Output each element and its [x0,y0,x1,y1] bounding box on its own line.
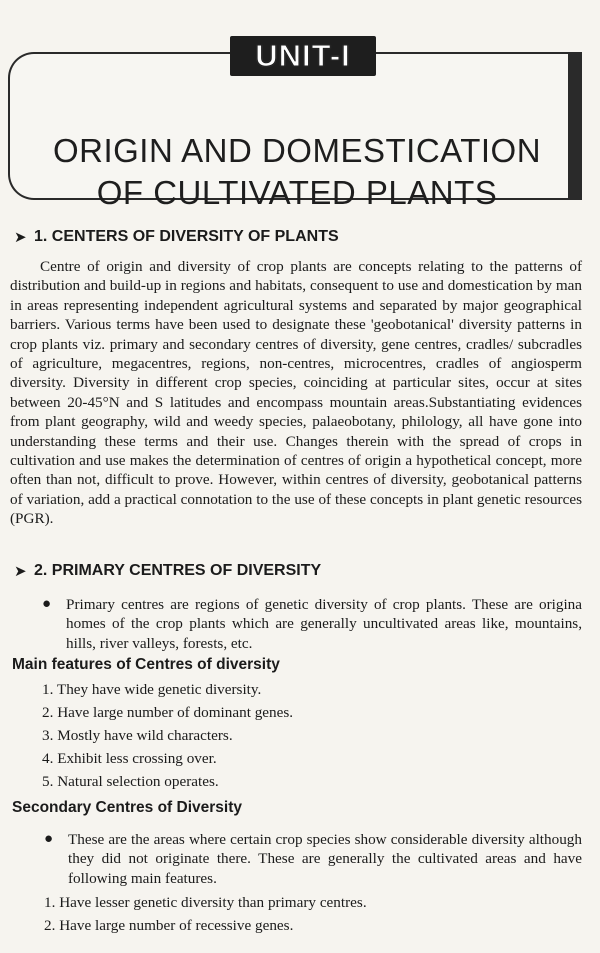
main-features-list [42,678,293,793]
secondary-heading: Secondary Centres of Diversity [12,799,243,816]
arrow-bullet-icon: ➤ [14,229,27,246]
secondary-bullet [46,830,582,888]
list-item: 3. Mostly have wild characters. [42,727,233,744]
bullet-dot-icon: ● [44,831,54,847]
list-item: 4. Exhibit less crossing over. [42,750,217,767]
secondary-bullet-text: These are the areas where certain crop species show considerable diversity although they did not originate there. These are generally the cultivated areas and have following main features. [68,831,582,887]
main-features-heading: Main features of Centres of diversity [12,656,280,673]
chapter-title-line2: OF CULTIVATED PLANTS [96,174,498,211]
section1-heading-text: 1. CENTERS OF DIVERSITY OF PLANTS [34,228,339,245]
unit-label: UNIT-I [255,38,351,73]
section2-heading-text: 2. PRIMARY CENTRES OF DIVERSITY [34,562,322,579]
chapter-title-line1: ORIGIN AND DOMESTICATION [52,132,542,169]
list-item: 1. Have lesser genetic diversity than primary centres. [44,894,367,911]
section2-bullet-text: Primary centres are regions of genetic diversity of crop plants. These are origina homes of the crop plants which are generally uncultivated areas like, mountains, hills, river valleys, forests, etc. [66,596,582,652]
secondary-list [44,891,367,937]
list-item: 2. Have large number of recessive genes. [44,917,294,934]
list-item: 2. Have large number of dominant genes. [42,704,294,721]
section2-bullet [44,595,582,653]
list-item: 5. Natural selection operates. [42,773,219,790]
list-item: 1. They have wide genetic diversity. [42,681,262,698]
chapter-title [10,130,584,214]
section1-heading [14,228,339,246]
section1-paragraph: Centre of origin and diversity of crop plants are concepts relating to the patterns of distribution and build-up in regions and habitats, consequent to use and domestication by man in areas representing independent agricultural systems and separated by major geographical barriers. Various terms have been used to designate these 'geobotanical' diversity patterns in crop plants viz. primary and secondary centres of diversity, gene centres, cradles/ subcradles of agriculture, megacentres, regions, non-centres, microcentres, cradles of angiosperm diversity. Diversity in different crop species, coinciding at particular sites, occur at sites between 20-45°N and S latitudes and encompass mountain areas.Substantiating evidences from plant geography, wild and weedy species, palaeobotany, philology, all have gone into understanding these terms and their use. Changes therein with the spread of crops in cultivation and use makes the determination of centres of origin a hypothetical concept, more often than not, difficult to prove. However, within centres of diversity, geobotanical patterns of variation, add a practical connotation to the use of these concepts in plant genetic resources (PGR). [10,258,582,528]
section2-heading [14,562,321,580]
unit-banner [8,36,586,211]
bullet-dot-icon: ● [42,596,52,612]
arrow-bullet-icon: ➤ [14,563,27,580]
unit-tab [230,36,376,76]
